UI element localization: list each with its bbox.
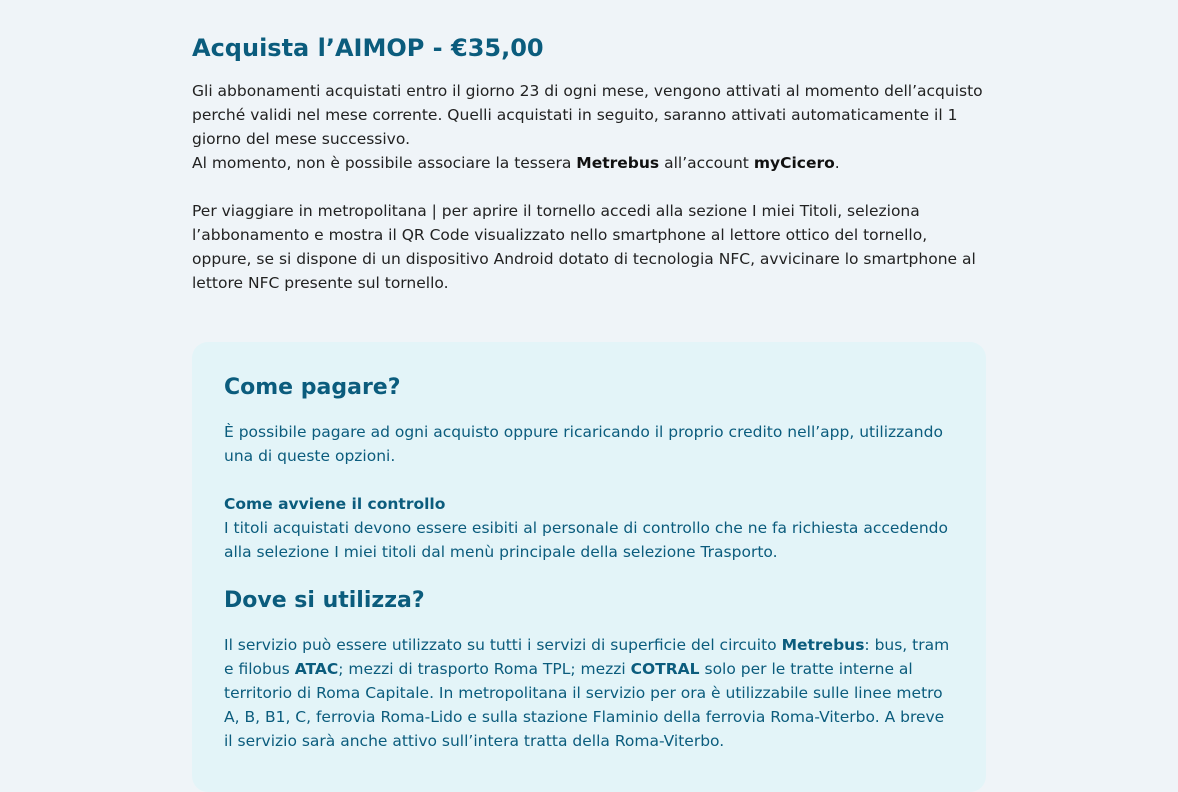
usage-text-part-2: : bus, tram e filobus [224, 636, 950, 678]
card-association-text-end: . [834, 154, 840, 172]
metrebus-label: Metrebus [576, 154, 660, 172]
paragraph-spacer [192, 175, 986, 199]
card-association-text [192, 151, 986, 175]
mycicero-label: myCicero [753, 154, 835, 172]
usage-text-part-3: ; mezzi di trasporto Roma TPL; mezzi [338, 660, 631, 678]
usage-text-part-1: Il servizio può essere utilizzato su tutti i servizi di superficie del circuito [224, 636, 782, 654]
page-title: Acquista l’AIMOP - €35,00 [192, 34, 544, 62]
info-card [192, 342, 986, 792]
activation-info-text: Gli abbonamenti acquistati entro il giorno 23 di ogni mese, vengono attivati al momento dell’acquisto perché validi nel mese corrente. Quelli acquistati in seguito, saranno attivati automaticamente il 1 giorno del mese successivo. [192, 82, 983, 148]
control-heading: Come avviene il controllo [224, 495, 446, 513]
metro-access-text: Per viaggiare in metropolitana | per aprire il tornello accedi alla sezione I miei Titoli, seleziona l’abbonamento e mostra il QR Code visualizzato nello smartphone al lettore ottico del tornello, oppure, se si dispone di un dispositivo Android dotato di tecnologia NFC, avvicinare lo smartphone al lettore NFC presente sul tornello. [192, 202, 976, 292]
metrebus-bold: Metrebus [781, 636, 865, 654]
payment-text: È possibile pagare ad ogni acquisto oppure ricaricando il proprio credito nell’app, utilizzando una di queste opzioni. [224, 423, 943, 465]
card-association-text-start: Al momento, non è possibile associare la tessera [192, 154, 577, 172]
cotral-bold: COTRAL [630, 660, 700, 678]
card-association-text-mid: all’account [659, 154, 754, 172]
usage-text [224, 633, 954, 753]
atac-bold: ATAC [294, 660, 339, 678]
usage-section [224, 633, 954, 753]
control-text: I titoli acquistati devono essere esibiti al personale di controllo che ne fa richiesta accedendo alla selezione I miei titoli dal menù principale della selezione Trasporto. [224, 519, 948, 561]
payment-section [224, 420, 954, 564]
usage-heading: Dove si utilizza? [224, 588, 425, 613]
payment-heading: Come pagare? [224, 375, 401, 400]
intro-section [192, 79, 986, 295]
usage-text-part-4: solo per le tratte interne al territorio di Roma Capitale. In metropolitana il servizio per ora è utilizzabile sulle linee metro A, B, B1, C, ferrovia Roma-Lido e sulla stazione Flaminio della ferrovia Roma-Viterbo. A breve il servizio sarà anche attivo sull’intera tratta della Roma-Viterbo. [224, 660, 945, 750]
